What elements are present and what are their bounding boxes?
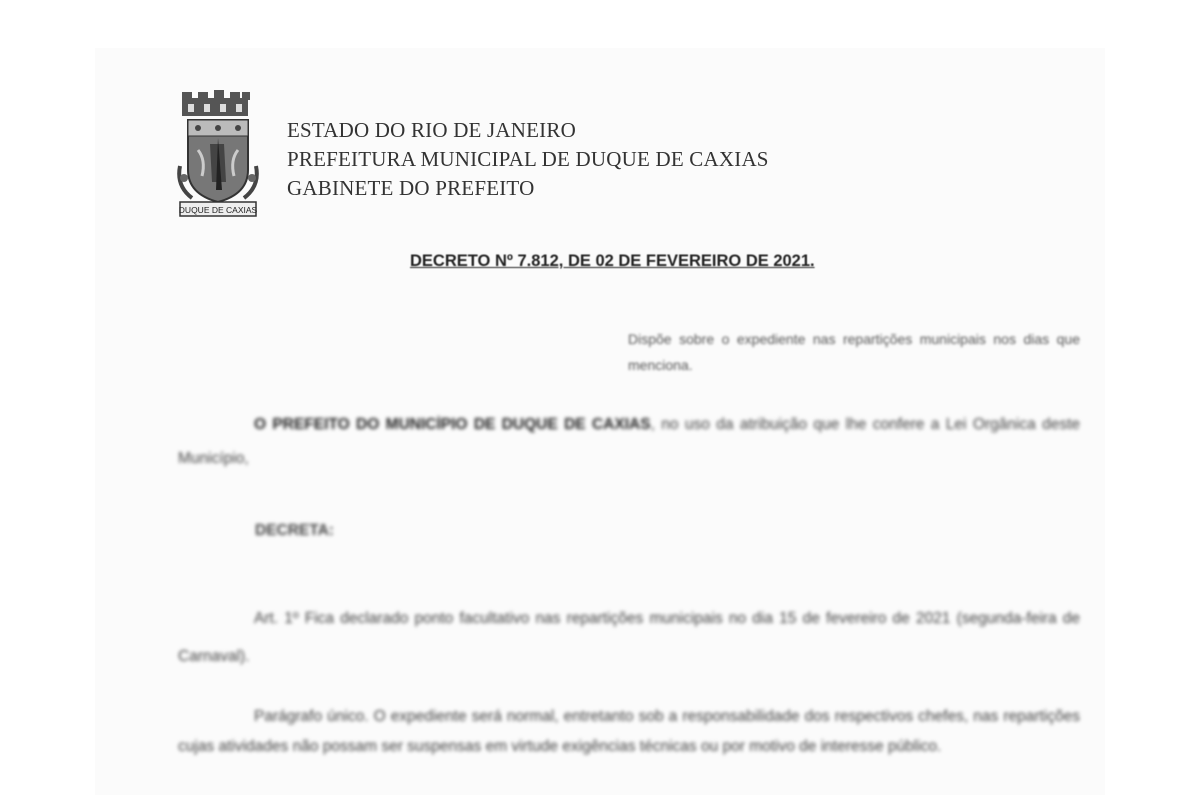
header-cabinet: GABINETE DO PREFEITO (287, 176, 535, 200)
header-prefecture: PREFEITURA MUNICIPAL DE DUQUE DE CAXIAS (287, 147, 769, 171)
sole-paragraph: Parágrafo único. O expediente será normal, entretanto sob a responsabilidade dos respectivos chefes, nas repartições cujas atividades não possam ser suspensas em virtude exigências técnicas ou por motivo de interesse público. (178, 708, 1080, 755)
preamble-paragraph (178, 408, 1080, 476)
decree-summary: Dispõe sobre o expediente nas repartições municipais nos dias que menciona. (628, 331, 1080, 373)
article-1: Art. 1º Fica declarado ponto facultativo nas repartições municipais no dia 15 de fevereiro de 2021 (segunda-feira de Carnaval). (178, 610, 1080, 665)
decreta-heading: DECRETA: (255, 522, 334, 539)
emblem-ribbon-text: DUQUE DE CAXIAS (178, 205, 258, 215)
header-state: ESTADO DO RIO DE JANEIRO (287, 118, 576, 142)
decree-title: DECRETO Nº 7.812, DE 02 DE FEVEREIRO DE 2021. (410, 252, 815, 270)
document-header (287, 116, 769, 203)
coat-of-arms-emblem (176, 90, 260, 220)
preamble-text: , no uso da atribuição que lhe confere a Lei Orgânica deste Município, (178, 416, 1081, 467)
mayor-heading: O PREFEITO DO MUNICÍPIO DE DUQUE DE CAXIAS (254, 416, 651, 433)
